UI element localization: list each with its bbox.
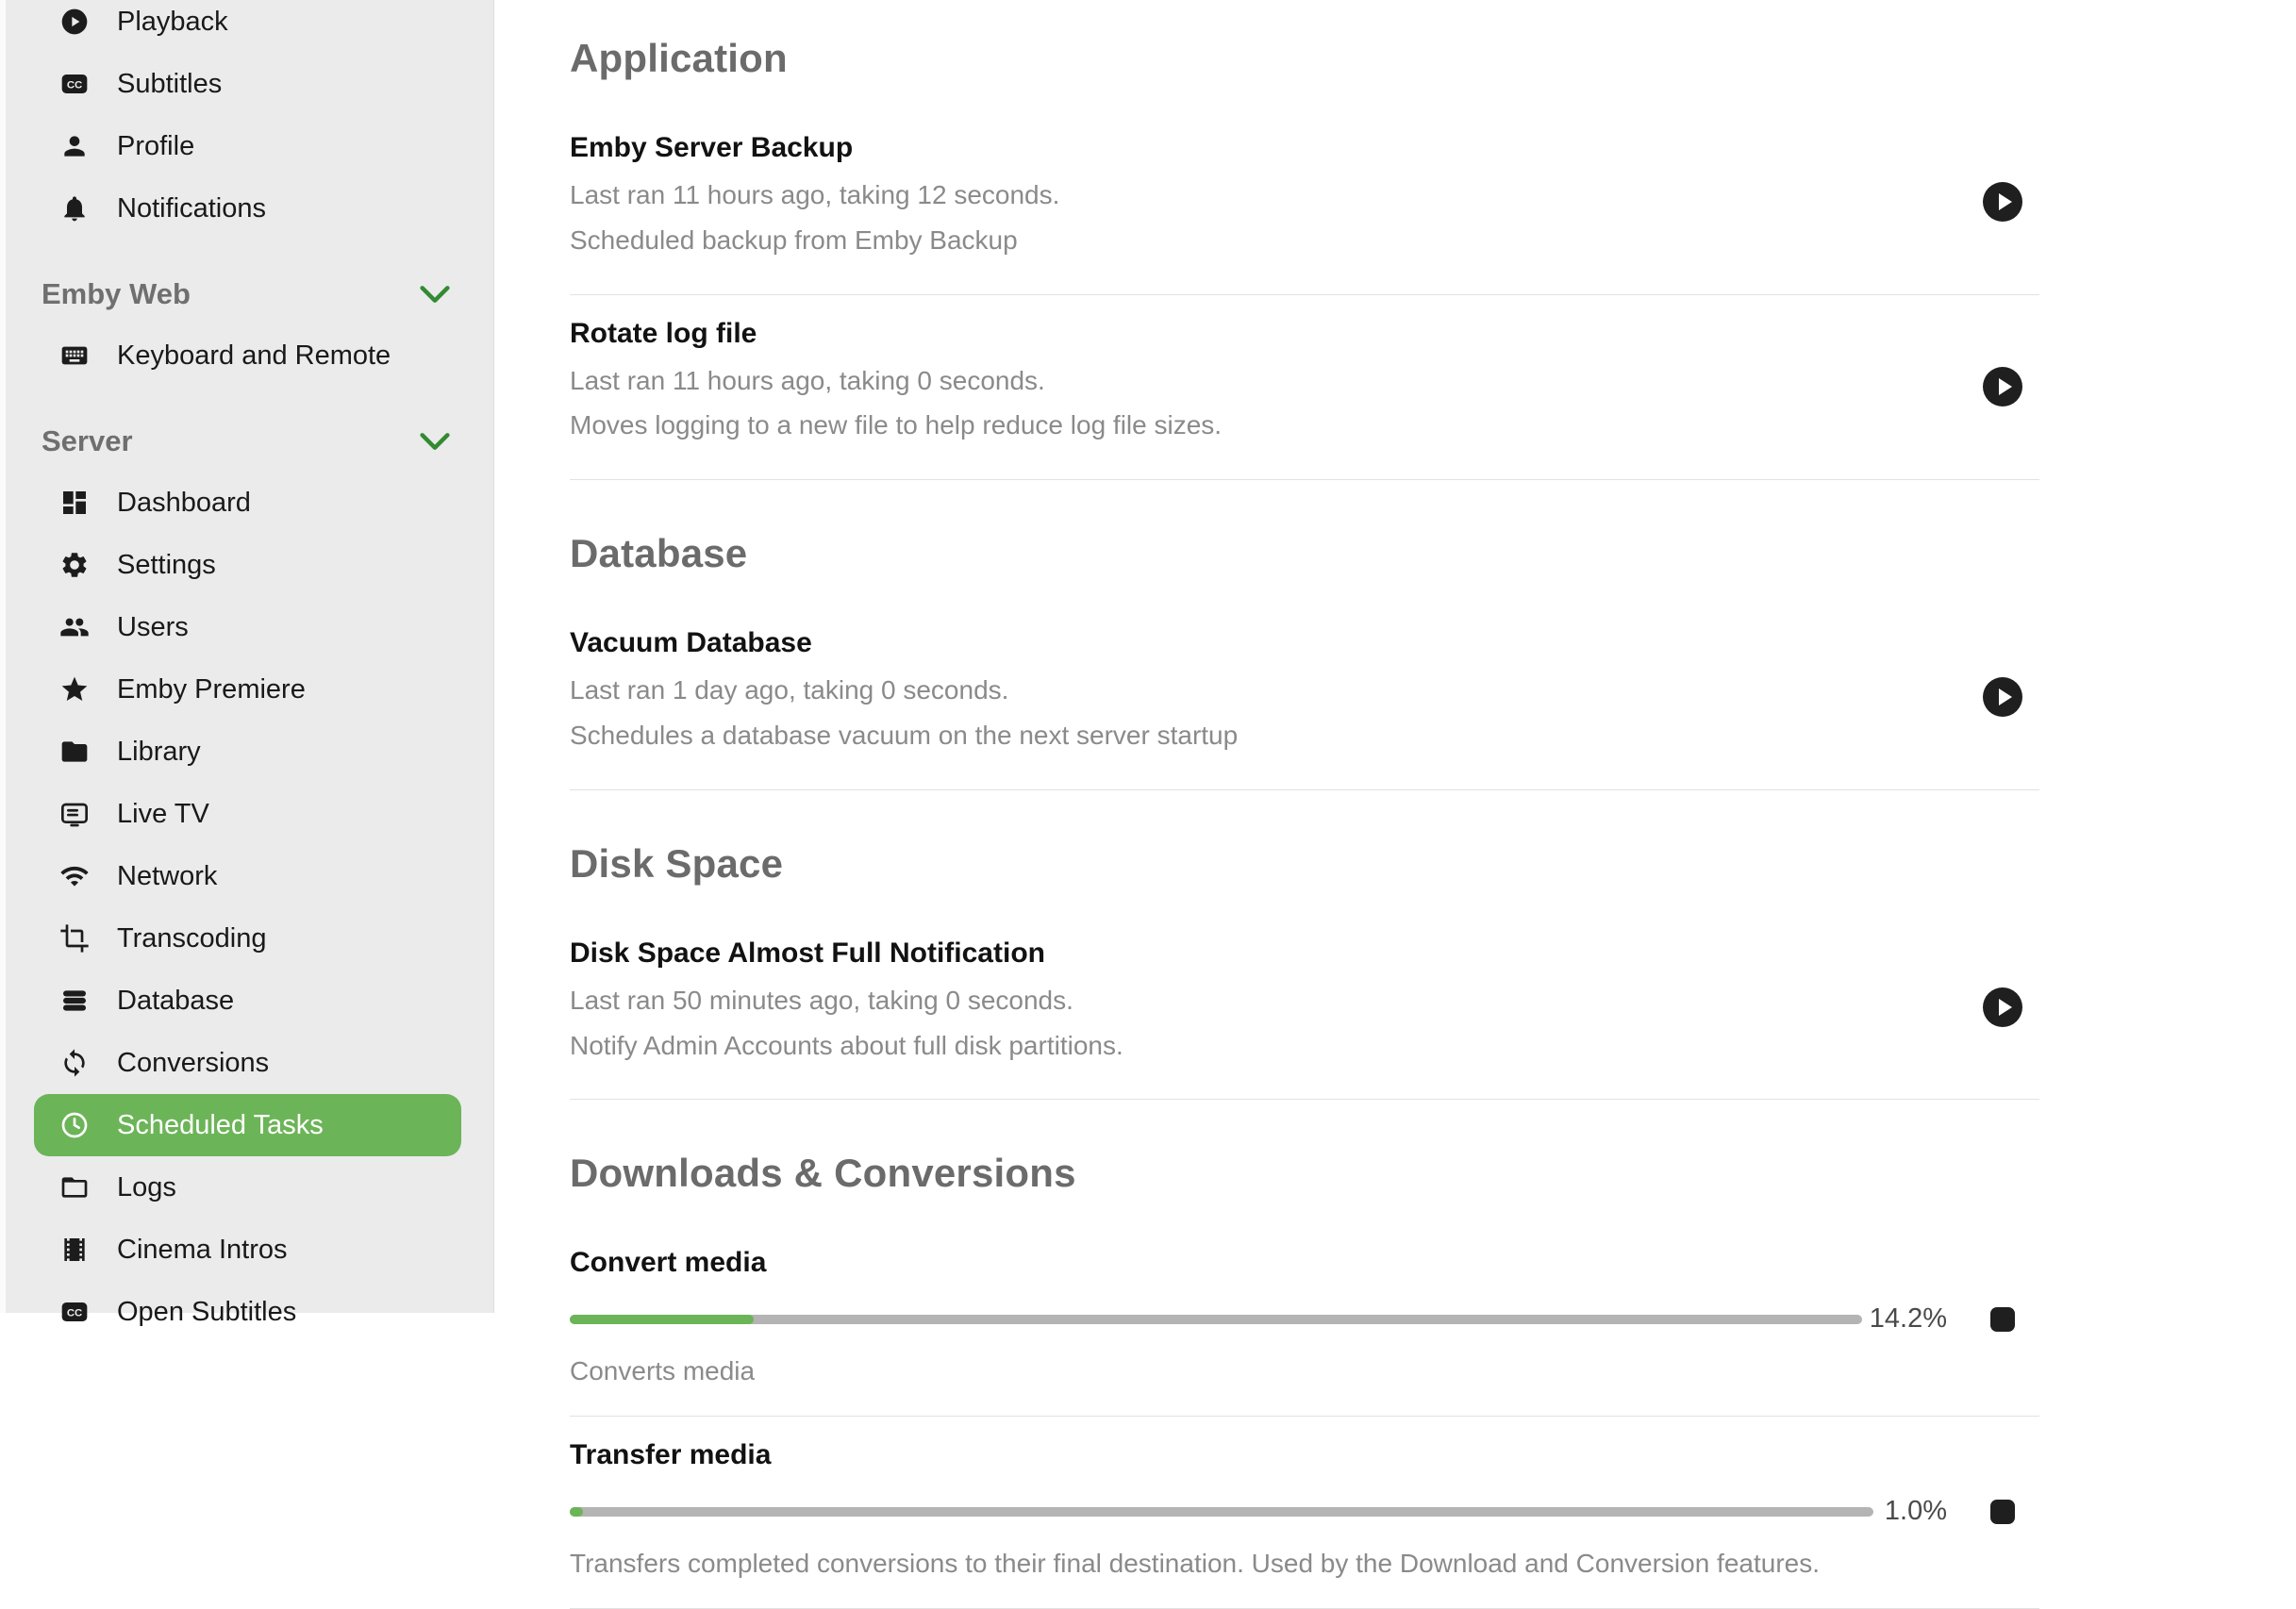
task-name: Vacuum Database — [570, 627, 812, 659]
folder-open-icon — [58, 1171, 91, 1203]
database-icon — [58, 985, 91, 1017]
clock-icon — [58, 1109, 91, 1141]
task-last-run: Last ran 11 hours ago, taking 0 seconds. — [570, 365, 1045, 395]
sidebar-item-notifications[interactable] — [6, 177, 493, 240]
run-task-button[interactable] — [1983, 987, 2022, 1027]
task-row-transfer-media — [570, 1417, 2039, 1609]
stop-icon — [1990, 1500, 2015, 1524]
gear-icon — [58, 549, 91, 581]
users-icon — [58, 611, 91, 643]
progress-bar — [570, 1507, 1873, 1517]
task-description: Schedules a database vacuum on the next server startup — [570, 720, 1239, 750]
star-icon — [58, 673, 91, 705]
task-description: Converts media — [570, 1356, 756, 1386]
task-row-convert-media — [570, 1224, 2039, 1417]
play-icon — [1999, 999, 2012, 1016]
bell-icon — [58, 192, 91, 224]
task-row-disk-space-almost-full-notification — [570, 915, 2039, 1101]
sidebar-item-label: Library — [117, 736, 201, 767]
sidebar-section-label: Server — [42, 424, 133, 457]
sidebar-item-label: Live TV — [117, 798, 209, 829]
live-tv-icon — [58, 798, 91, 830]
cc-icon — [58, 68, 91, 100]
progress-fill — [570, 1507, 583, 1517]
svg-text:CC: CC — [66, 79, 83, 91]
sidebar — [0, 0, 494, 1327]
sidebar-item-subtitles[interactable] — [6, 53, 493, 115]
sidebar-section-label: Emby Web — [42, 277, 191, 310]
sidebar-item-profile[interactable] — [6, 115, 493, 177]
play-icon — [1999, 688, 2012, 705]
sidebar-item-label: Subtitles — [117, 68, 223, 99]
sidebar-item-label: Keyboard and Remote — [117, 340, 391, 371]
task-last-run: Last ran 11 hours ago, taking 12 seconds. — [570, 180, 1060, 209]
task-row-emby-server-backup — [570, 109, 2039, 295]
sidebar-item-conversions[interactable] — [6, 1032, 493, 1094]
stop-task-button[interactable] — [1988, 1305, 2017, 1334]
sidebar-item-library[interactable] — [6, 721, 493, 783]
sidebar-item-open-subtitles[interactable] — [6, 1281, 493, 1343]
progress-percent: 14.2% — [1869, 1303, 1947, 1335]
run-task-button[interactable] — [1983, 182, 2022, 222]
scheduled-tasks-content — [570, 36, 2039, 1609]
section-disk-space — [570, 841, 2039, 1101]
task-description: Notify Admin Accounts about full disk partitions. — [570, 1030, 1123, 1060]
sidebar-item-label: Database — [117, 985, 235, 1016]
task-row-rotate-log-file — [570, 295, 2039, 481]
task-name: Emby Server Backup — [570, 132, 854, 163]
sidebar-item-label: Users — [117, 611, 189, 642]
task-name: Convert media — [570, 1247, 767, 1279]
stop-icon — [1990, 1307, 2015, 1332]
sidebar-item-settings[interactable] — [6, 534, 493, 596]
progress-fill — [570, 1315, 754, 1324]
task-last-run: Last ran 1 day ago, taking 0 seconds. — [570, 675, 1009, 705]
film-icon — [58, 1234, 91, 1266]
section-downloads-conversions — [570, 1151, 2039, 1609]
run-task-button[interactable] — [1983, 677, 2022, 717]
task-last-run: Last ran 50 minutes ago, taking 0 seconds. — [570, 985, 1073, 1015]
sidebar-section-server[interactable] — [6, 411, 493, 472]
task-info — [570, 627, 2039, 754]
task-progress-row — [570, 1303, 2039, 1335]
section-title-disk-space: Disk Space — [570, 840, 784, 886]
task-description: Scheduled backup from Emby Backup — [570, 224, 1018, 255]
chevron-down-icon[interactable] — [420, 432, 450, 451]
sidebar-item-label: Cinema Intros — [117, 1234, 288, 1265]
task-info — [570, 318, 2039, 444]
keyboard-icon — [58, 340, 91, 372]
sidebar-item-label: Emby Premiere — [117, 673, 306, 705]
sidebar-item-label: Transcoding — [117, 922, 267, 954]
sidebar-item-label: Profile — [117, 130, 195, 161]
section-application — [570, 36, 2039, 480]
section-database — [570, 531, 2039, 790]
task-name: Rotate log file — [570, 317, 757, 349]
play-icon — [1999, 378, 2012, 395]
task-info — [570, 937, 2039, 1064]
sidebar-item-label: Scheduled Tasks — [117, 1109, 324, 1140]
svg-text:CC: CC — [66, 1307, 83, 1319]
sidebar-item-label: Open Subtitles — [117, 1296, 297, 1327]
sidebar-item-label: Conversions — [117, 1047, 270, 1078]
wifi-icon — [58, 860, 91, 892]
sidebar-item-playback[interactable] — [6, 0, 493, 53]
sync-icon — [58, 1047, 91, 1079]
sidebar-item-keyboard-and-remote[interactable] — [6, 324, 493, 387]
sidebar-nav — [6, 0, 493, 1327]
run-task-button[interactable] — [1983, 367, 2022, 406]
task-info — [570, 132, 2039, 258]
sidebar-item-label: Notifications — [117, 192, 266, 224]
sidebar-item-label: Dashboard — [117, 487, 251, 518]
sidebar-item-label: Logs — [117, 1171, 176, 1203]
stop-task-button[interactable] — [1988, 1498, 2017, 1526]
play-circle-icon — [58, 6, 91, 38]
cc-icon — [58, 1296, 91, 1328]
progress-percent: 1.0% — [1884, 1496, 1947, 1527]
section-title-database: Database — [570, 531, 748, 576]
sidebar-item-database[interactable] — [6, 970, 493, 1032]
person-icon — [58, 130, 91, 162]
folder-icon — [58, 736, 91, 768]
chevron-down-icon[interactable] — [420, 285, 450, 304]
sidebar-item-label: Settings — [117, 549, 216, 580]
main-content — [494, 0, 2296, 1579]
sidebar-item-dashboard[interactable] — [6, 472, 493, 534]
progress-bar — [570, 1315, 1862, 1324]
crop-icon — [58, 922, 91, 954]
dashboard-icon — [58, 487, 91, 519]
sidebar-item-logs[interactable] — [6, 1156, 493, 1219]
sidebar-item-network[interactable] — [6, 845, 493, 907]
task-name: Disk Space Almost Full Notification — [570, 937, 1045, 969]
task-description: Moves logging to a new file to help reduce log file sizes. — [570, 410, 1223, 440]
sidebar-item-label: Playback — [117, 6, 228, 37]
sidebar-item-cinema-intros[interactable] — [6, 1219, 493, 1281]
sidebar-item-users[interactable] — [6, 596, 493, 658]
task-name: Transfer media — [570, 1439, 772, 1471]
task-progress-row — [570, 1496, 2039, 1527]
task-description: Transfers completed conversions to their final destination. Used by the Download and Conversion features. — [570, 1549, 1821, 1579]
sidebar-item-live-tv[interactable] — [6, 783, 493, 845]
sidebar-item-transcoding[interactable] — [6, 907, 493, 970]
sidebar-section-emby-web[interactable] — [6, 264, 493, 324]
sidebar-item-label: Network — [117, 860, 218, 891]
section-title-downloads-conversions: Downloads & Conversions — [570, 1151, 1076, 1196]
play-icon — [1999, 193, 2012, 210]
section-title-application: Application — [570, 36, 788, 80]
sidebar-item-scheduled-tasks[interactable] — [34, 1094, 461, 1156]
task-row-vacuum-database — [570, 605, 2039, 790]
sidebar-item-emby-premiere[interactable] — [6, 658, 493, 721]
